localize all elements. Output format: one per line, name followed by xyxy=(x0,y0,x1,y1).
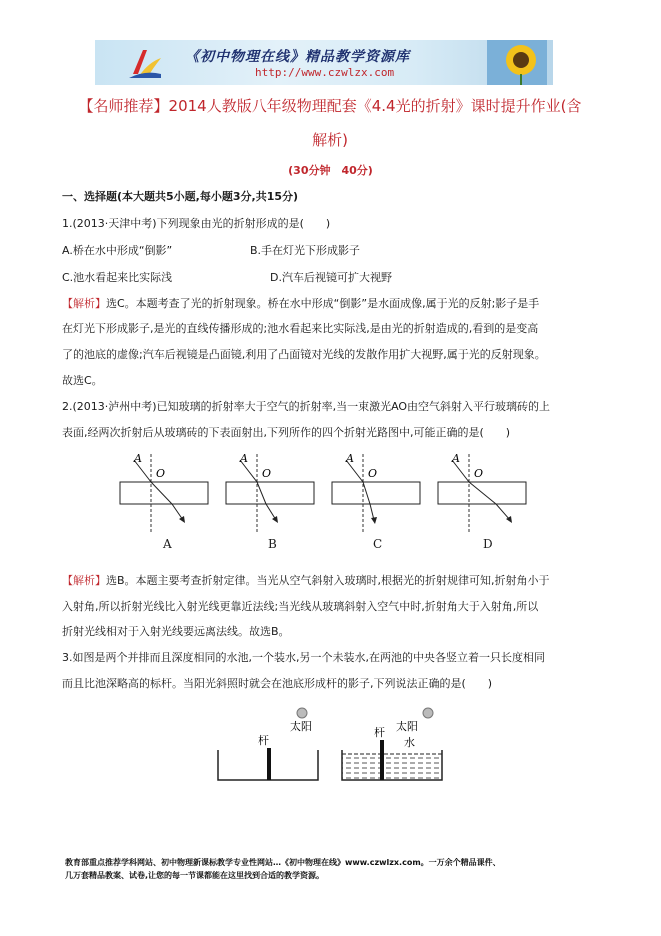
diagram-a-label-a: A xyxy=(134,452,142,465)
water-label: 水 xyxy=(404,736,415,749)
empty-pool-sun-label: 太阳 xyxy=(290,720,312,733)
q2-analysis-tag: 【解析】 xyxy=(62,574,106,587)
q2-stem-line1: 2.(2013·泸州中考)已知玻璃的折射率大于空气的折射率,当一束激光AO由空气斜射入平行玻璃砖的上 xyxy=(62,400,551,413)
q3-pool-figure xyxy=(210,700,460,785)
banner-title: 《初中物理在线》精品教学资源库 xyxy=(185,49,410,65)
empty-pool xyxy=(218,708,318,780)
footer-line2: 几万套精品教案、试卷,让您的每一节课都能在这里找到合适的教学资源。 xyxy=(65,871,325,880)
q1-analysis-line2: 在灯光下形成影子,是光的直线传播形成的;池水看起来比实际浅,是由光的折射造成的,看到的是变高 xyxy=(62,322,539,335)
water-pool-pole-label: 杆 xyxy=(374,726,385,739)
sun-icon xyxy=(423,708,433,718)
header-banner xyxy=(95,40,553,85)
sunflower-icon xyxy=(487,40,547,85)
q3-stem-line1: 3.如图是两个并排而且深度相同的水池,一个装水,另一个未装水,在两池的中央各竖立着一只长度相同 xyxy=(62,651,545,664)
diagram-c-label-a: A xyxy=(346,452,354,465)
doc-timing: (30分钟 40分) xyxy=(288,164,373,177)
q3-stem-line2: 而且比池深略高的标杆。当阳光斜照时就会在池底形成杆的影子,下列说法正确的是( ) xyxy=(62,677,493,690)
diagram-b-label-o: O xyxy=(262,467,272,480)
q1-analysis-line1: 选C。本题考查了光的折射现象。桥在水中形成“倒影”是水面成像,属于光的反射;影子是手 xyxy=(106,297,540,310)
q1-option-d: D.汽车后视镜可扩大视野 xyxy=(270,271,392,284)
diagram-d-label-o: O xyxy=(474,467,484,480)
q1-option-b: B.手在灯光下形成影子 xyxy=(250,244,361,257)
q2-analysis-line1: 选B。本题主要考查折射定律。当光从空气斜射入玻璃时,根据光的折射规律可知,折射角小于 xyxy=(106,574,550,587)
q1-stem: 1.(2013·天津中考)下列现象由光的折射形成的是( ) xyxy=(62,217,331,230)
banner-url: http://www.czwlzx.com xyxy=(255,66,395,79)
diagram-c xyxy=(332,452,420,532)
empty-pool-pole-label: 杆 xyxy=(258,734,269,747)
q1-option-c: C.池水看起来比实际浅 xyxy=(62,271,173,284)
diagram-b xyxy=(226,452,314,532)
fig-label-a: A xyxy=(163,537,172,551)
fig-label-b: B xyxy=(268,537,277,551)
doc-title-line1: 【名师推荐】2014人教版八年级物理配套《4.4光的折射》课时提升作业(含 xyxy=(78,97,582,115)
diagram-c-label-o: O xyxy=(368,467,378,480)
q1-analysis-line3: 了的池底的虚像;汽车后视镜是凸面镜,利用了凸面镜对光线的发散作用扩大视野,属于光的反射现象。 xyxy=(62,348,546,361)
footer-line1: 教育部重点推荐学科网站、初中物理新课标教学专业性网站…《初中物理在线》www.czwlzx.com。一万余个精品课件、 xyxy=(65,858,501,867)
q2-stem-line2: 表面,经两次折射后从玻璃砖的下表面射出,下列所作的四个折射光路图中,可能正确的是( ) xyxy=(62,426,511,439)
fig-label-c: C xyxy=(373,537,383,551)
diagram-a xyxy=(120,452,208,532)
section-heading: 一、选择题(本大题共5小题,每小题3分,共15分) xyxy=(62,190,299,203)
sun-icon xyxy=(297,708,307,718)
doc-title-line2: 解析) xyxy=(312,131,348,149)
diagram-b-label-a: A xyxy=(240,452,248,465)
q1-analysis-tag: 【解析】 xyxy=(62,297,106,310)
site-logo-icon xyxy=(125,44,165,82)
diagram-d-label-a: A xyxy=(452,452,460,465)
water-pool xyxy=(342,708,442,780)
diagram-d xyxy=(438,452,526,532)
q2-analysis-line2: 入射角,所以折射光线比入射光线更靠近法线;当光线从玻璃斜射入空气中时,折射角大于入射角,所以 xyxy=(62,600,539,613)
fig-label-d: D xyxy=(483,537,493,551)
q1-option-a: A.桥在水中形成“倒影” xyxy=(62,244,173,257)
q2-analysis-line3: 折射光线相对于入射光线要远离法线。故选B。 xyxy=(62,625,290,638)
water-pool-sun-label: 太阳 xyxy=(396,720,418,733)
diagram-a-label-o: O xyxy=(156,467,166,480)
q1-analysis-line4: 故选C。 xyxy=(62,374,103,387)
